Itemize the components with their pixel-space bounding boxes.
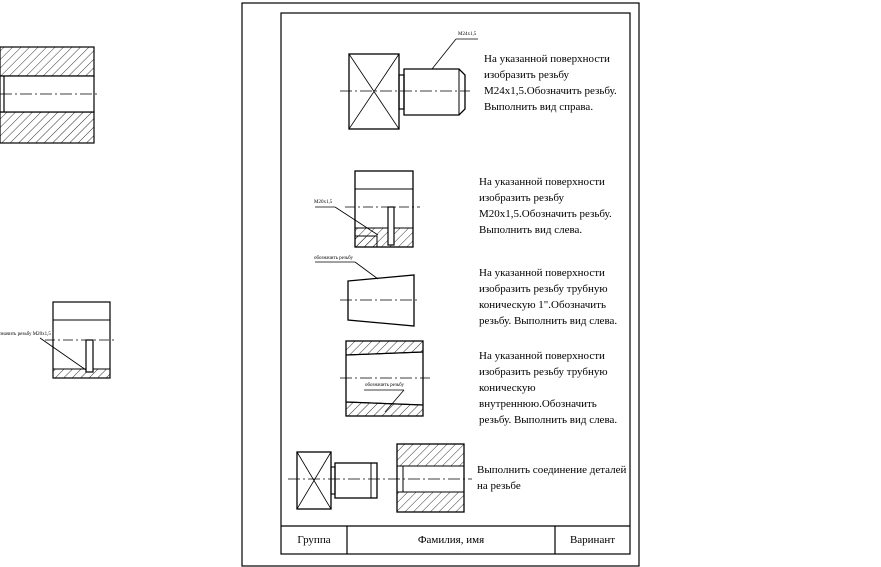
task2-instruction: На указанной поверхности изобразить резьбу M20x1,5.Обозначить резьбу. Выполнить вид слева. (479, 176, 612, 236)
task1-part-drawing (340, 39, 478, 129)
title-block-name: Фамилия, имя (417, 534, 485, 546)
task1-thread-label: M24x1,5 (458, 32, 477, 37)
task5-part-drawing (288, 444, 472, 512)
task3-part-drawing (315, 262, 420, 326)
task3-instruction: На указанной поверхности изобразить резьбу трубную коническую 1".Обозначить резьбу. Выполнить вид слева. (479, 267, 618, 327)
title-block-group: Группа (297, 534, 331, 546)
task4-part-drawing (340, 341, 430, 416)
task1-instruction: На указанной поверхности изобразить резьбу M24x1,5.Обозначить резьбу. Выполнить вид справа. (484, 53, 617, 113)
title-block-variant: Варинант (569, 534, 616, 546)
left-fragment-top (0, 47, 100, 143)
task4-thread-label: обозначить резьбу (365, 383, 405, 388)
left-fragment-bottom (40, 302, 115, 378)
task2-part-drawing (315, 171, 420, 247)
task2-thread-label: M20x1,5 (314, 200, 333, 205)
task3-thread-label: обозначить резьбу (314, 256, 354, 261)
task5-instruction: Выполнить соединение деталей на резьбе (477, 464, 627, 492)
task4-instruction: На указанной поверхности изобразить резьбу трубную коническую внутреннюю.Обозначить резьбу. Выполнить вид слева. (479, 350, 618, 426)
left-fragment-thread-label: значить резьбу M20x1,5 (0, 332, 51, 337)
